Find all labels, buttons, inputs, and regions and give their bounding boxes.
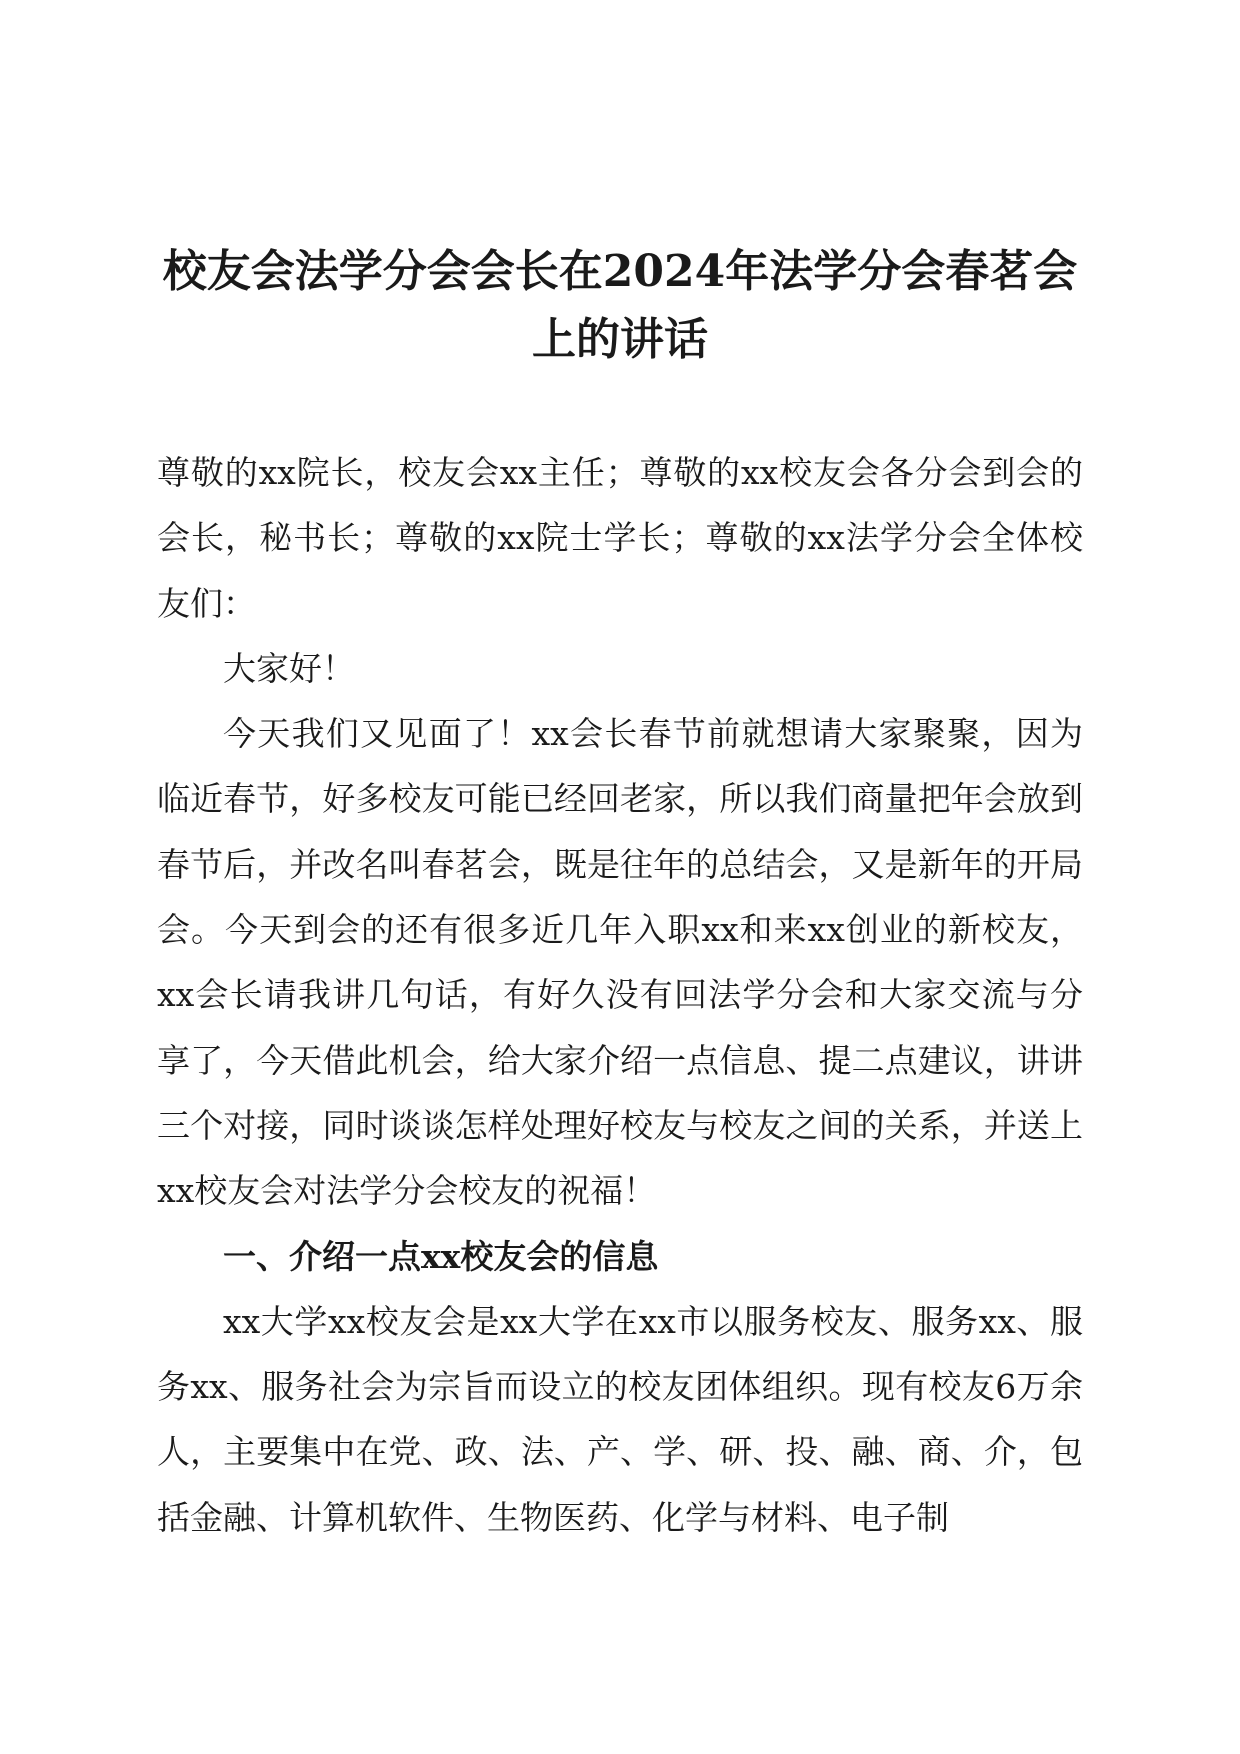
paragraph-alumni-info: xx大学xx校友会是xx大学在xx市以服务校友、服务xx、服务xx、服务社会为宗旨而设立的校友团体组织。现有校友6万余人，主要集中在党、政、法、产、学、研、投、融、商、介，包括金融、计算机软件、生物医药、化学与材料、电子制 [157,1301,1083,1537]
greeting: 大家好！ [223,648,355,688]
document-body [157,440,1083,1550]
document-title: 校友会法学分会会长在2024年法学分会春茗会上的讲话 [162,246,1078,365]
salutation: 尊敬的xx院长，校友会xx主任；尊敬的xx校友会各分会到会的会长，秘书长；尊敬的xx院士学长；尊敬的xx法学分会全体校友们： [157,453,1083,623]
section-heading-1: 一、介绍一点xx校友会的信息 [223,1236,659,1276]
paragraph-intro: 今天我们又见面了！xx会长春节前就想请大家聚聚，因为临近春节，好多校友可能已经回老家，所以我们商量把年会放到春节后，并改名叫春茗会，既是往年的总结会，又是新年的开局会。今天到会的还有很多近几年入职xx和来xx创业的新校友，xx会长请我讲几句话，有好久没有回法学分会和大家交流与分享了，今天借此机会，给大家介绍一点信息、提二点建议，讲讲三个对接，同时谈谈怎样处理好校友与校友之间的关系，并送上xx校友会对法学分会校友的祝福！ [157,714,1083,1211]
